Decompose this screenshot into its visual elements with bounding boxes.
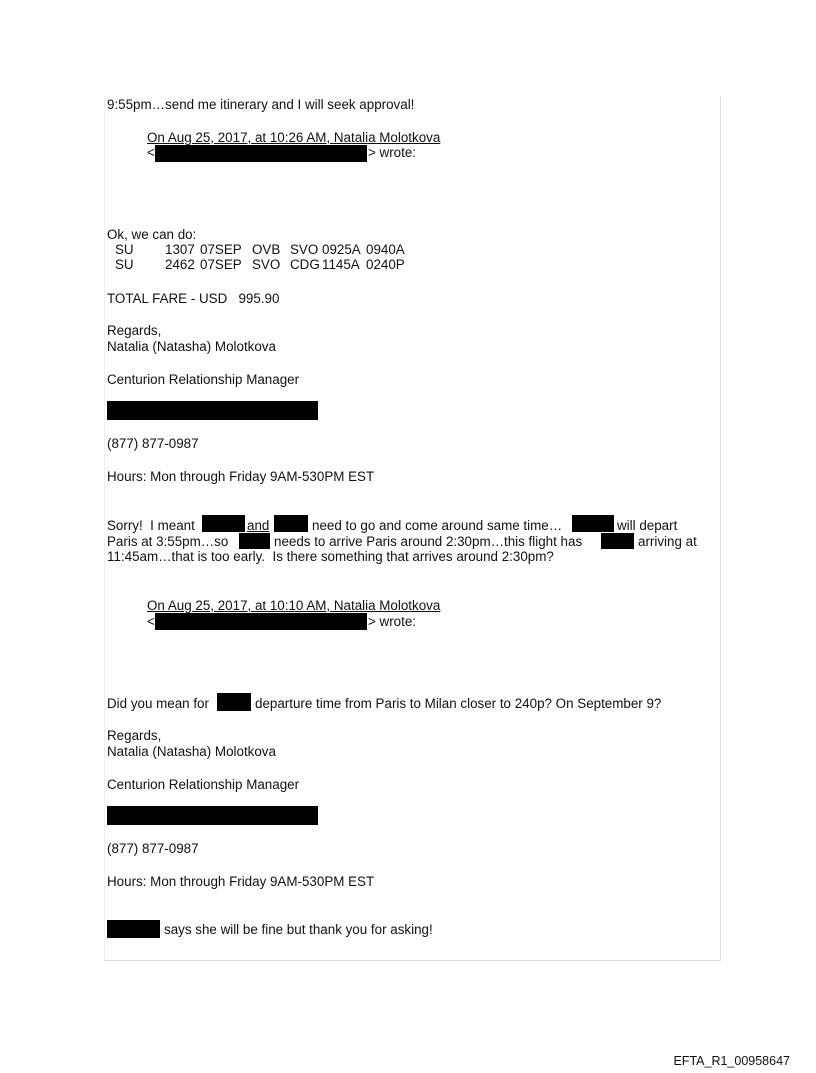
signer-title: Centurion Relationship Manager bbox=[107, 372, 300, 387]
quote-lt-1: < bbox=[147, 145, 155, 160]
phone: (877) 877-0987 bbox=[107, 841, 199, 856]
redacted-email-2 bbox=[155, 613, 367, 630]
redacted-name bbox=[572, 515, 614, 532]
signer-name: Natalia (Natasha) Molotkova bbox=[107, 744, 276, 759]
quote-header-2: On Aug 25, 2017, at 10:10 AM, Natalia Molotkova bbox=[147, 598, 441, 613]
phone: (877) 877-0987 bbox=[107, 436, 199, 451]
redacted-name bbox=[239, 533, 270, 549]
redacted-block bbox=[107, 401, 318, 420]
regards: Regards, bbox=[107, 323, 162, 338]
quote-header-1: On Aug 25, 2017, at 10:26 AM, Natalia Molotkova bbox=[147, 130, 441, 145]
closing-line: says she will be fine but thank you for asking! bbox=[164, 922, 433, 937]
regards: Regards, bbox=[107, 728, 162, 743]
msg1-intro: Ok, we can do: bbox=[107, 227, 197, 242]
redacted-name bbox=[107, 920, 160, 938]
quote-lt-2: < bbox=[147, 614, 155, 629]
total-fare: TOTAL FARE - USD 995.90 bbox=[107, 291, 280, 306]
redacted-block bbox=[107, 806, 318, 825]
quote-wrote-1: > wrote: bbox=[368, 145, 417, 160]
redacted-name bbox=[274, 515, 308, 532]
signer-title: Centurion Relationship Manager bbox=[107, 777, 300, 792]
sorry-line-3: 11:45am…that is too early. Is there something that arrives around 2:30pm? bbox=[107, 549, 554, 564]
reply-top: 9:55pm…send me itinerary and I will seek approval! bbox=[107, 97, 415, 112]
signer-name: Natalia (Natasha) Molotkova bbox=[107, 339, 276, 354]
redacted-name bbox=[601, 533, 634, 549]
document-id: EFTA_R1_00958647 bbox=[673, 1054, 790, 1068]
quote-wrote-2: > wrote: bbox=[368, 614, 417, 629]
hours: Hours: Mon through Friday 9AM-530PM EST bbox=[107, 874, 375, 889]
redacted-name bbox=[202, 515, 245, 532]
hours: Hours: Mon through Friday 9AM-530PM EST bbox=[107, 469, 375, 484]
redacted-name bbox=[217, 693, 251, 711]
redacted-email-1 bbox=[155, 145, 367, 162]
